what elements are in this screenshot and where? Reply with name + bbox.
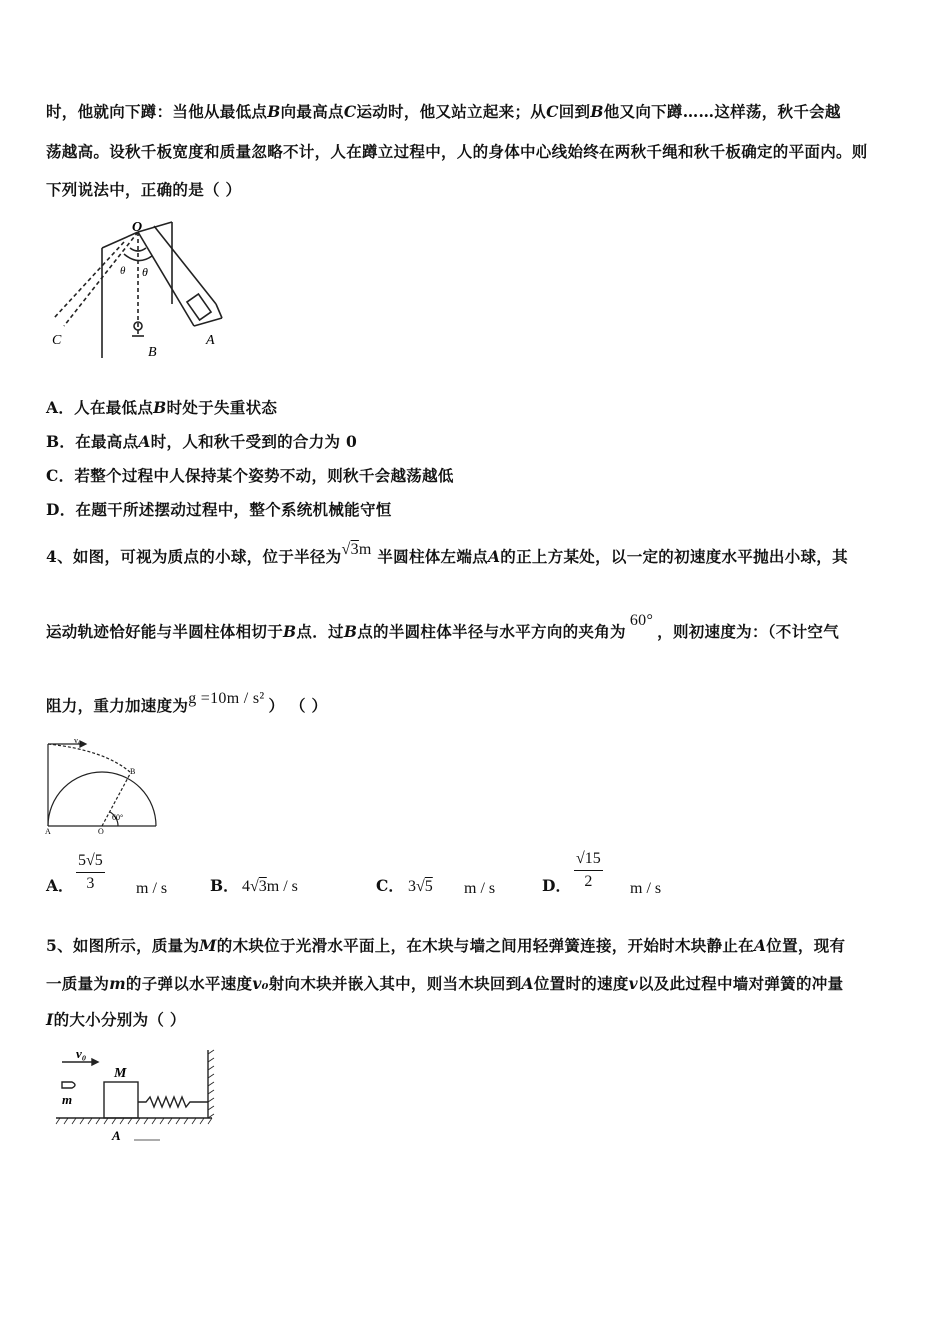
q4-option-c-value: 3√5 xyxy=(408,878,433,895)
q4-option-a-label: A． xyxy=(46,876,74,895)
q5-line-3: I的大小分别为（ ） xyxy=(46,1010,186,1029)
q5-line-1: 5、如图所示，质量为M的木块位于光滑水平面上，在木块与墙之间用轻弹簧连接，开始时木块静止在A位置，现有 xyxy=(46,936,846,955)
label-v0: v₀ xyxy=(74,736,81,745)
q3-option-c: C．若整个过程中人保持某个姿势不动，则秋千会越荡越低 xyxy=(46,466,454,485)
projectile-figure xyxy=(44,736,160,836)
label-m: m xyxy=(62,1092,73,1107)
label-O: O xyxy=(132,220,143,235)
label-theta-2: θ xyxy=(142,265,148,279)
label-A: A xyxy=(112,1128,121,1143)
label-B: B xyxy=(130,767,136,776)
q3-option-a: A．人在最低点B时处于失重状态 xyxy=(46,398,278,417)
q3-line-3: 下列说法中，正确的是（ ） xyxy=(46,180,242,199)
label-B: B xyxy=(148,345,157,360)
label-C: C xyxy=(52,333,62,348)
q4-option-b-value: 4√3m / s xyxy=(242,878,298,895)
q3-option-d: D．在题干所述摆动过程中，整个系统机械能守恒 xyxy=(46,500,392,519)
q4-line-3: 阻力，重力加速度为g =10m / s² ） （ ） xyxy=(46,690,328,715)
q3-line-1: 时，他就向下蹲：当他从最低点B向最高点C运动时，他又站立起来；从C回到B他又向下蹲……这样荡，秋千会越 xyxy=(46,102,841,121)
label-O: O xyxy=(98,827,104,836)
q3-line-2: 荡越高。设秋千板宽度和质量忽略不计，人在蹲立过程中，人的身体中心线始终在两秋千绳和秋千板确定的平面内。则 xyxy=(46,142,868,161)
label-A: A xyxy=(45,827,51,836)
label-theta-1: θ xyxy=(120,265,126,277)
q4-option-d-unit: m / s xyxy=(630,880,662,897)
q4-option-c-unit: m / s xyxy=(464,880,496,897)
label-M: M xyxy=(114,1066,127,1081)
q4-option-d-label: D． xyxy=(542,876,571,895)
label-v0: v₀ xyxy=(76,1046,87,1061)
q4-line-1: 4、如图，可视为质点的小球，位于半径为√3m 半圆柱体左端点A的正上方某处，以一定的初速度水平抛出小球，其 xyxy=(46,541,848,566)
q4-option-a-fraction: 5√5 3 xyxy=(78,852,103,892)
label-60: 60° xyxy=(112,813,124,822)
swing-figure xyxy=(46,218,236,364)
label-A: A xyxy=(206,333,215,348)
q5-line-2: 一质量为m的子弹以水平速度v₀射向木块并嵌入其中，则当木块回到A位置时的速度v以及此过程中墙对弹簧的冲量 xyxy=(46,974,844,993)
q4-line-2: 运动轨迹恰好能与半圆柱体相切于B点．过B点的半圆柱体半径与水平方向的夹角为60°，则初速度为：（不计空气 xyxy=(46,612,840,641)
q4-option-b-label: B． xyxy=(210,876,239,895)
spring-block-figure xyxy=(52,1044,222,1148)
q3-option-b: B．在最高点A时，人和秋千受到的合力为 0 xyxy=(46,432,358,451)
q4-option-d-fraction: √15 2 xyxy=(576,850,601,890)
q4-option-a-unit: m / s xyxy=(136,880,168,897)
q4-option-c-label: C． xyxy=(376,876,404,895)
